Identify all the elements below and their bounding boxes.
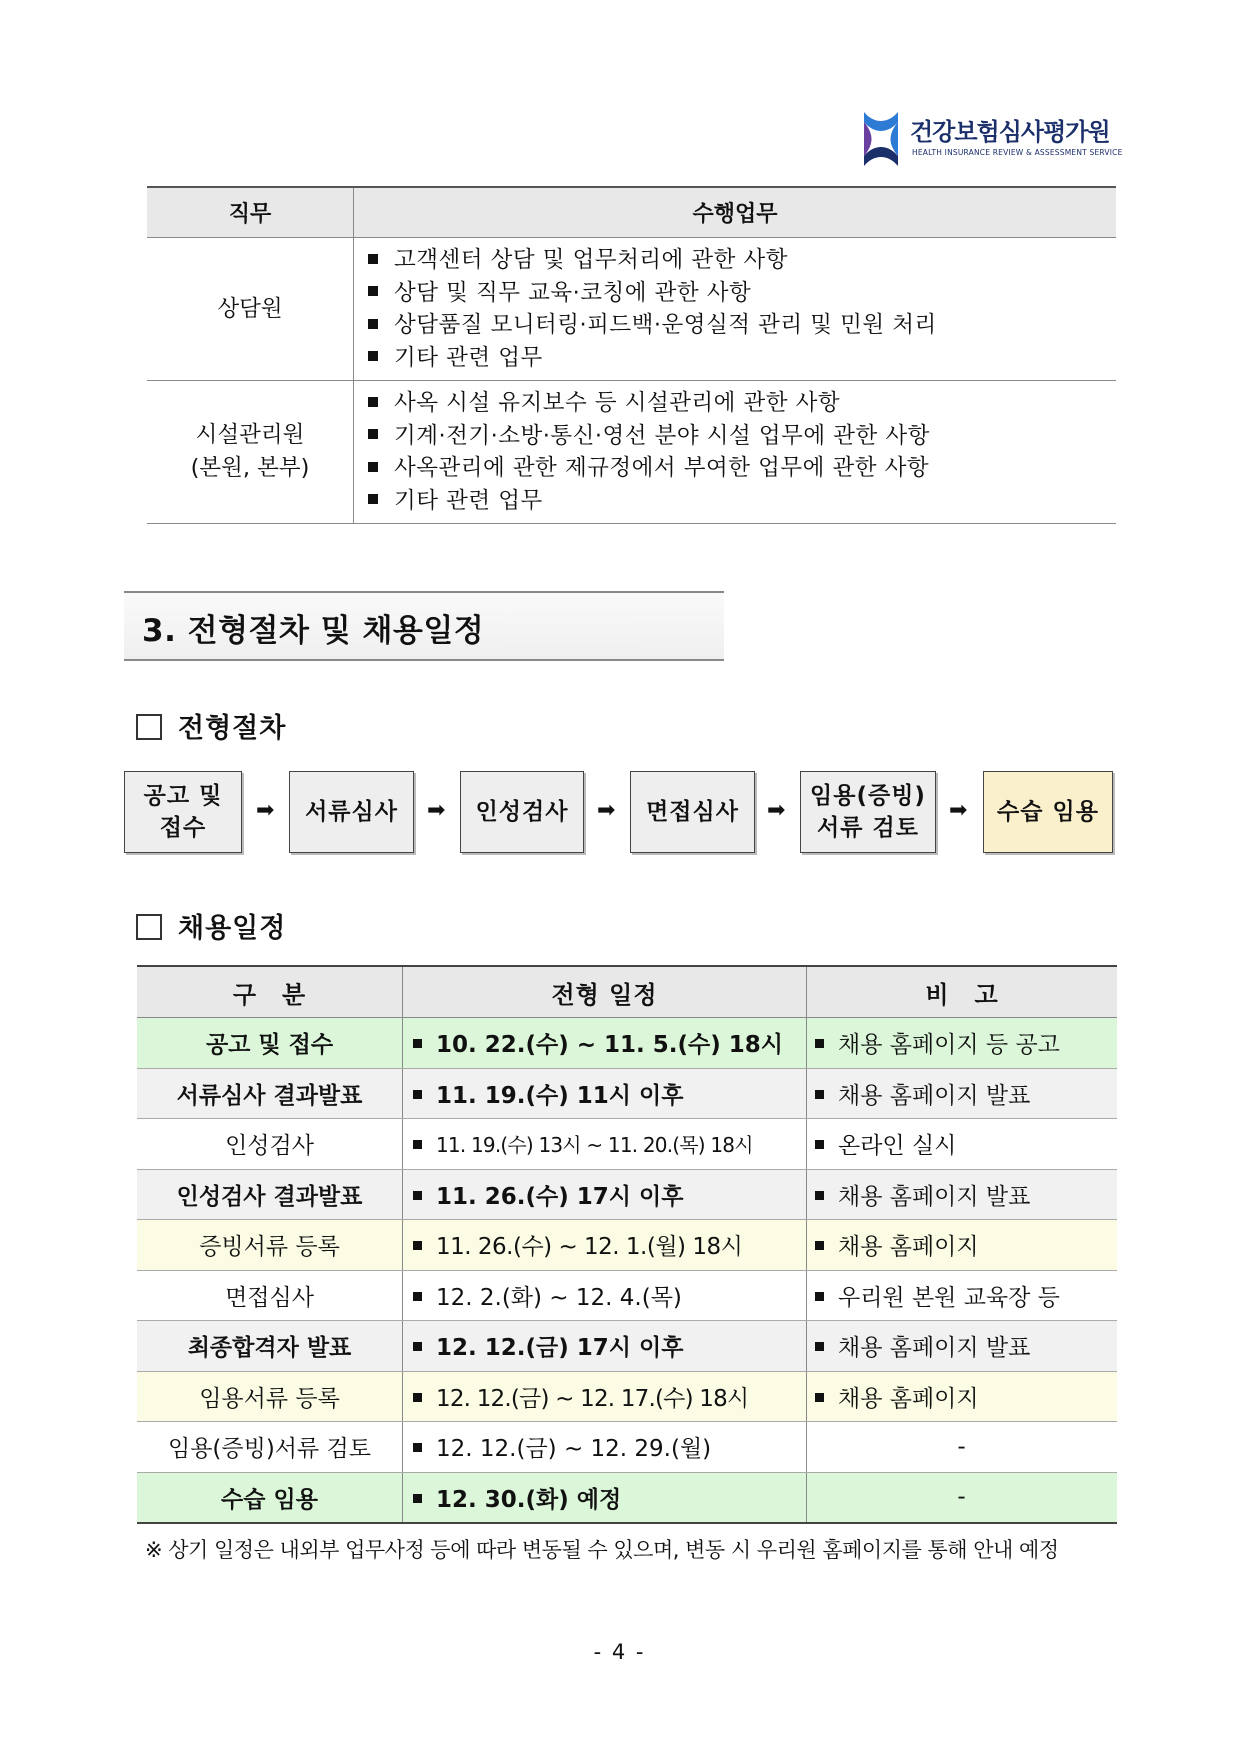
arrow-right-icon: ➡ [427, 798, 446, 823]
process-step: 서류심사 [289, 771, 414, 853]
schedule-row [137, 1169, 1117, 1220]
duty-task-item: 사옥관리에 관한 제규정에서 부여한 업무에 관한 사항 [368, 452, 1116, 485]
square-bullet-icon [413, 1443, 422, 1452]
schedule-row [137, 1220, 1117, 1271]
duty-task-item: 사옥 시설 유지보수 등 시설관리에 관한 사항 [368, 387, 1116, 420]
duty-role-cell [147, 381, 354, 524]
square-bullet-icon [368, 351, 378, 361]
duty-row [147, 238, 1116, 381]
square-bullet-icon [413, 1393, 422, 1402]
process-step: 임용(증빙) 서류 검토 [800, 771, 936, 853]
schedule-header-stage: 구 분 [137, 966, 403, 1018]
schedule-date: 11. 26.(수) ~ 12. 1.(월) 18시 [403, 1220, 807, 1271]
footnote: ※ 상기 일정은 내외부 업무사정 등에 따라 변동될 수 있으며, 변동 시 우리원 홈페이지를 통해 안내 예정 [145, 1538, 1059, 1562]
process-step-final: 수습 임용 [983, 771, 1113, 853]
schedule-header-date: 전형 일정 [403, 966, 807, 1018]
schedule-date: 12. 12.(금) ~ 12. 17.(수) 18시 [403, 1371, 807, 1422]
square-bullet-icon [413, 1090, 422, 1099]
duty-header-role: 직무 [147, 187, 354, 238]
schedule-row [137, 1119, 1117, 1170]
schedule-row [137, 1068, 1117, 1119]
square-bullet-icon [815, 1393, 824, 1402]
schedule-stage: 증빙서류 등록 [137, 1220, 403, 1271]
square-bullet-icon [413, 1494, 422, 1503]
schedule-row [137, 1472, 1117, 1523]
schedule-note: 채용 홈페이지 [807, 1220, 1118, 1271]
duty-role-cell [147, 238, 354, 381]
schedule-stage: 인성검사 결과발표 [137, 1169, 403, 1220]
square-bullet-icon [368, 429, 378, 439]
square-bullet-icon [815, 1191, 824, 1200]
duty-table-header [147, 187, 1116, 238]
schedule-stage: 임용서류 등록 [137, 1371, 403, 1422]
schedule-note: 채용 홈페이지 발표 [807, 1321, 1118, 1372]
logo-name-korean: 건강보험심사평가원 [910, 118, 1110, 146]
duty-tasks-cell [354, 238, 1117, 381]
square-bullet-icon [413, 1292, 422, 1301]
schedule-date: 12. 2.(화) ~ 12. 4.(목) [403, 1270, 807, 1321]
page-number: - 4 - [593, 1640, 646, 1664]
schedule-note: 온라인 실시 [807, 1119, 1118, 1170]
schedule-table [137, 965, 1117, 1524]
schedule-stage: 면접심사 [137, 1270, 403, 1321]
duty-task-item: 기타 관련 업무 [368, 342, 1116, 375]
logo-name-english: HEALTH INSURANCE REVIEW & ASSESSMENT SERVICE [912, 148, 1123, 157]
schedule-date: 12. 12.(금) 17시 이후 [403, 1321, 807, 1372]
schedule-date: 10. 22.(수) ~ 11. 5.(수) 18시 [403, 1018, 807, 1069]
arrow-right-icon: ➡ [256, 798, 275, 823]
square-bullet-icon [815, 1090, 824, 1099]
schedule-row [137, 1371, 1117, 1422]
schedule-heading: 채용일정 [136, 906, 286, 945]
schedule-table-header [137, 966, 1117, 1018]
square-bullet-icon [368, 397, 378, 407]
schedule-date: 11. 26.(수) 17시 이후 [403, 1169, 807, 1220]
duty-task-list [368, 244, 1116, 374]
duty-role-name: 상담원 [217, 295, 283, 322]
schedule-note: 채용 홈페이지 등 공고 [807, 1018, 1118, 1069]
process-step: 면접심사 [630, 771, 755, 853]
organization-logo [860, 106, 1123, 168]
schedule-note: 채용 홈페이지 발표 [807, 1068, 1118, 1119]
duty-task-item: 기타 관련 업무 [368, 485, 1116, 518]
duty-header-tasks: 수행업무 [354, 187, 1117, 238]
duty-task-item: 상담 및 직무 교육·코칭에 관한 사항 [368, 277, 1116, 310]
schedule-note: 채용 홈페이지 발표 [807, 1169, 1118, 1220]
duty-task-item: 상담품질 모니터링·피드백·운영실적 관리 및 민원 처리 [368, 309, 1116, 342]
schedule-date: 11. 19.(수) 13시 ~ 11. 20.(목) 18시 [403, 1119, 807, 1170]
process-heading: 전형절차 [136, 706, 286, 745]
square-bullet-icon [413, 1342, 422, 1351]
duty-task-item: 고객센터 상담 및 업무처리에 관한 사항 [368, 244, 1116, 277]
square-bullet-icon [368, 319, 378, 329]
arrow-right-icon: ➡ [767, 798, 786, 823]
duty-role-name: 시설관리원 [195, 422, 305, 448]
square-bullet-icon [815, 1039, 824, 1048]
schedule-stage: 서류심사 결과발표 [137, 1068, 403, 1119]
process-step: 인성검사 [460, 771, 584, 853]
duty-tasks-cell [354, 381, 1117, 524]
schedule-row [137, 1422, 1117, 1473]
logo-emblem-icon [860, 110, 902, 168]
schedule-row [137, 1270, 1117, 1321]
duty-table [147, 186, 1116, 524]
schedule-note: - [807, 1422, 1118, 1473]
checkbox-square-icon [136, 714, 162, 740]
schedule-date: 12. 30.(화) 예정 [403, 1472, 807, 1523]
schedule-date: 12. 12.(금) ~ 12. 29.(월) [403, 1422, 807, 1473]
section-title: 3. 전형절차 및 채용일정 [142, 613, 485, 649]
duty-row [147, 381, 1116, 524]
square-bullet-icon [413, 1241, 422, 1250]
square-bullet-icon [815, 1292, 824, 1301]
schedule-note: 채용 홈페이지 [807, 1371, 1118, 1422]
square-bullet-icon [368, 494, 378, 504]
arrow-right-icon: ➡ [949, 798, 968, 823]
schedule-stage: 임용(증빙)서류 검토 [137, 1422, 403, 1473]
arrow-right-icon: ➡ [597, 798, 616, 823]
schedule-header-note: 비 고 [807, 966, 1118, 1018]
square-bullet-icon [368, 254, 378, 264]
duty-task-list [368, 387, 1116, 517]
schedule-row [137, 1321, 1117, 1372]
schedule-stage: 수습 임용 [137, 1472, 403, 1523]
duty-task-item: 기계·전기·소방·통신·영선 분야 시설 업무에 관한 사항 [368, 420, 1116, 453]
square-bullet-icon [815, 1241, 824, 1250]
section-header [124, 591, 724, 661]
process-step: 공고 및 접수 [124, 771, 242, 853]
schedule-row [137, 1018, 1117, 1069]
duty-role-scope: (본원, 본부) [190, 455, 310, 481]
schedule-note: 우리원 본원 교육장 등 [807, 1270, 1118, 1321]
square-bullet-icon [413, 1140, 422, 1149]
square-bullet-icon [413, 1039, 422, 1048]
square-bullet-icon [368, 286, 378, 296]
schedule-stage: 최종합격자 발표 [137, 1321, 403, 1372]
schedule-stage: 인성검사 [137, 1119, 403, 1170]
schedule-date: 11. 19.(수) 11시 이후 [403, 1068, 807, 1119]
square-bullet-icon [413, 1191, 422, 1200]
square-bullet-icon [368, 462, 378, 472]
square-bullet-icon [815, 1342, 824, 1351]
checkbox-square-icon [136, 914, 162, 940]
schedule-stage: 공고 및 접수 [137, 1018, 403, 1069]
square-bullet-icon [815, 1140, 824, 1149]
schedule-note: - [807, 1472, 1118, 1523]
